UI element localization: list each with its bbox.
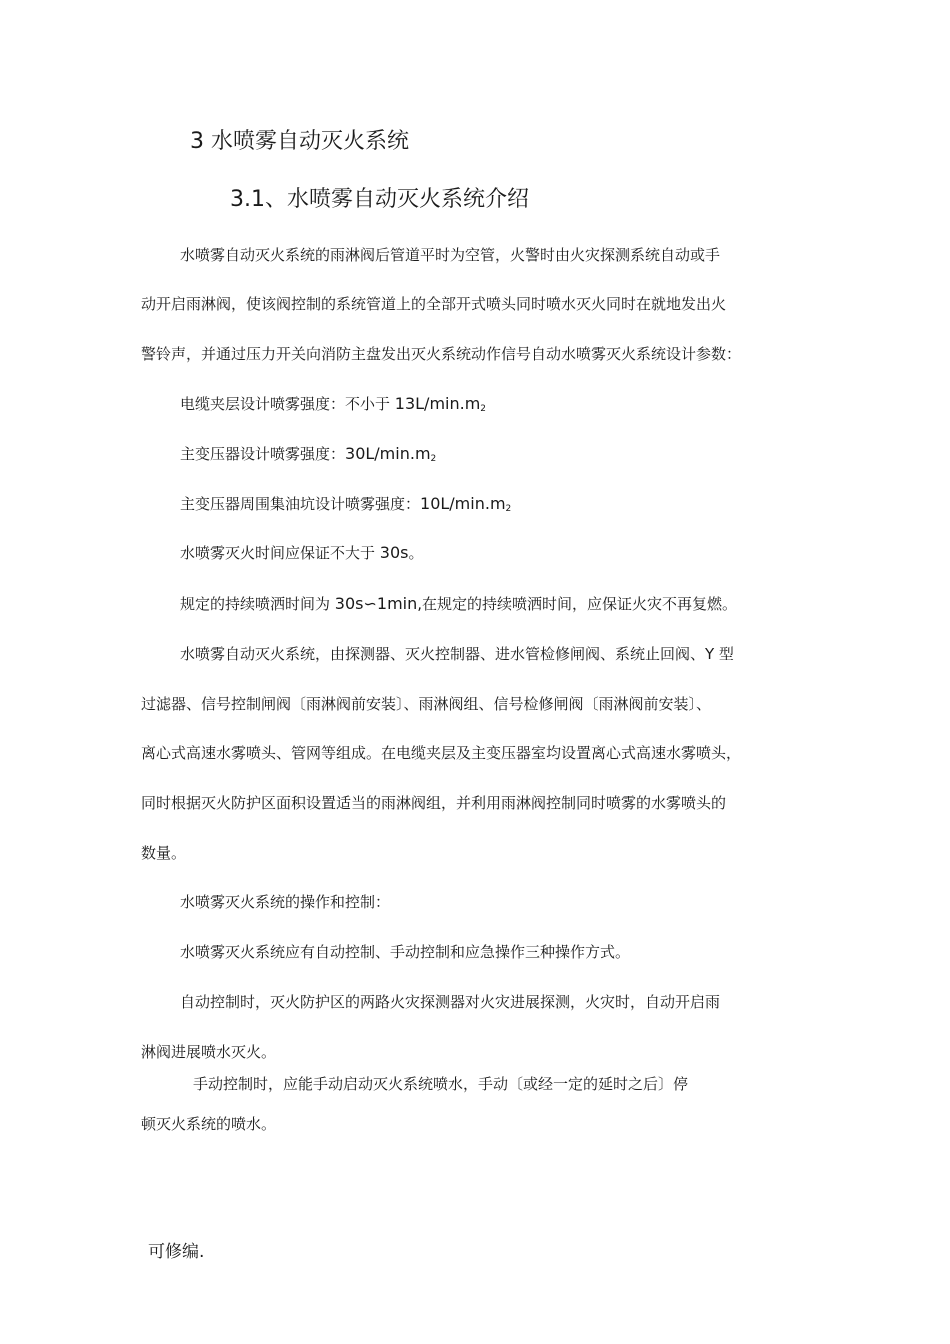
param-unit-sub: 2 (480, 404, 487, 414)
footer-note: 可修编. (148, 1242, 205, 1262)
paragraph-line: 同时根据灭火防护区面积设置适当的雨淋阀组，并利用雨淋阀控制同时喷雾的水雾喷头的 (141, 794, 727, 812)
paragraph-line: 动开启雨淋阀，使该阀控制的系统管道上的全部开式喷头同时喷水灭火同时在就地发出火 (141, 295, 727, 313)
param-value: 30s∽1min (334, 594, 418, 613)
paragraph-line: 离心式高速水雾喷头、管网等组成。在电缆夹层及主变压器室均设置离心式高速水雾喷头， (141, 744, 742, 762)
param-value: 30s (379, 543, 409, 562)
paragraph-line: 水喷雾灭火系统应有自动控制、手动控制和应急操作三种操作方式。 (180, 943, 631, 961)
param-label: 主变压器周围集油坑设计喷雾强度： (180, 495, 421, 513)
param-end: 。 (408, 544, 424, 562)
param-value: 10L/min.m (420, 494, 506, 513)
paragraph-line: 过滤器、信号控制闸阀〔雨淋阀前安装〕、雨淋阀组、信号检修闸阀〔雨淋阀前安装〕、 (141, 695, 712, 713)
paragraph-line: 手动控制时，应能手动启动灭火系统喷水，手动〔或经一定的延时之后〕停 (193, 1075, 689, 1093)
param-extinguish-time (180, 543, 424, 563)
param-cable-interlayer (180, 394, 486, 419)
paragraph-line: 水喷雾灭火系统的操作和控制： (180, 893, 391, 911)
subsection-heading: 3.1、水喷雾自动灭火系统介绍 (230, 187, 529, 212)
paragraph-line: 水喷雾自动灭火系统，由探测器、灭火控制器、进水管检修闸阀、系统止回阀、Y 型 (180, 645, 734, 663)
param-label: 主变压器设计喷雾强度： (180, 445, 346, 463)
param-unit-sub: 2 (430, 454, 437, 464)
paragraph-line: 顿灭火系统的喷水。 (141, 1115, 277, 1133)
param-value: 13L/min.m (394, 394, 481, 413)
param-spray-duration (180, 594, 737, 614)
param-unit-sub: 2 (505, 504, 512, 514)
param-label: 电缆夹层设计喷雾强度：不小于 (180, 395, 395, 413)
paragraph-line: 自动控制时，灭火防护区的两路火灾探测器对火灾进展探测，火灾时，自动开启雨 (180, 993, 721, 1011)
param-label: 规定的持续喷洒时间为 (180, 595, 335, 613)
paragraph-line: 淋阀进展喷水灭火。 (141, 1043, 277, 1061)
paragraph-line: 水喷雾自动灭火系统的雨淋阀后管道平时为空管，火警时由火灾探测系统自动或手 (180, 246, 721, 264)
param-value: 30L/min.m (345, 444, 431, 463)
param-oil-pit (180, 494, 511, 519)
param-text: ,在规定的持续喷洒时间，应保证火灾不再复燃。 (417, 595, 738, 613)
param-label: 水喷雾灭火时间应保证不大于 (180, 544, 380, 562)
paragraph-line: 数量。 (141, 844, 187, 862)
param-main-transformer (180, 444, 436, 469)
paragraph-line: 警铃声，并通过压力开关向消防主盘发出灭火系统动作信号自动水喷雾灭火系统设计参数： (141, 345, 742, 363)
section-heading: 3 水喷雾自动灭火系统 (190, 129, 409, 154)
